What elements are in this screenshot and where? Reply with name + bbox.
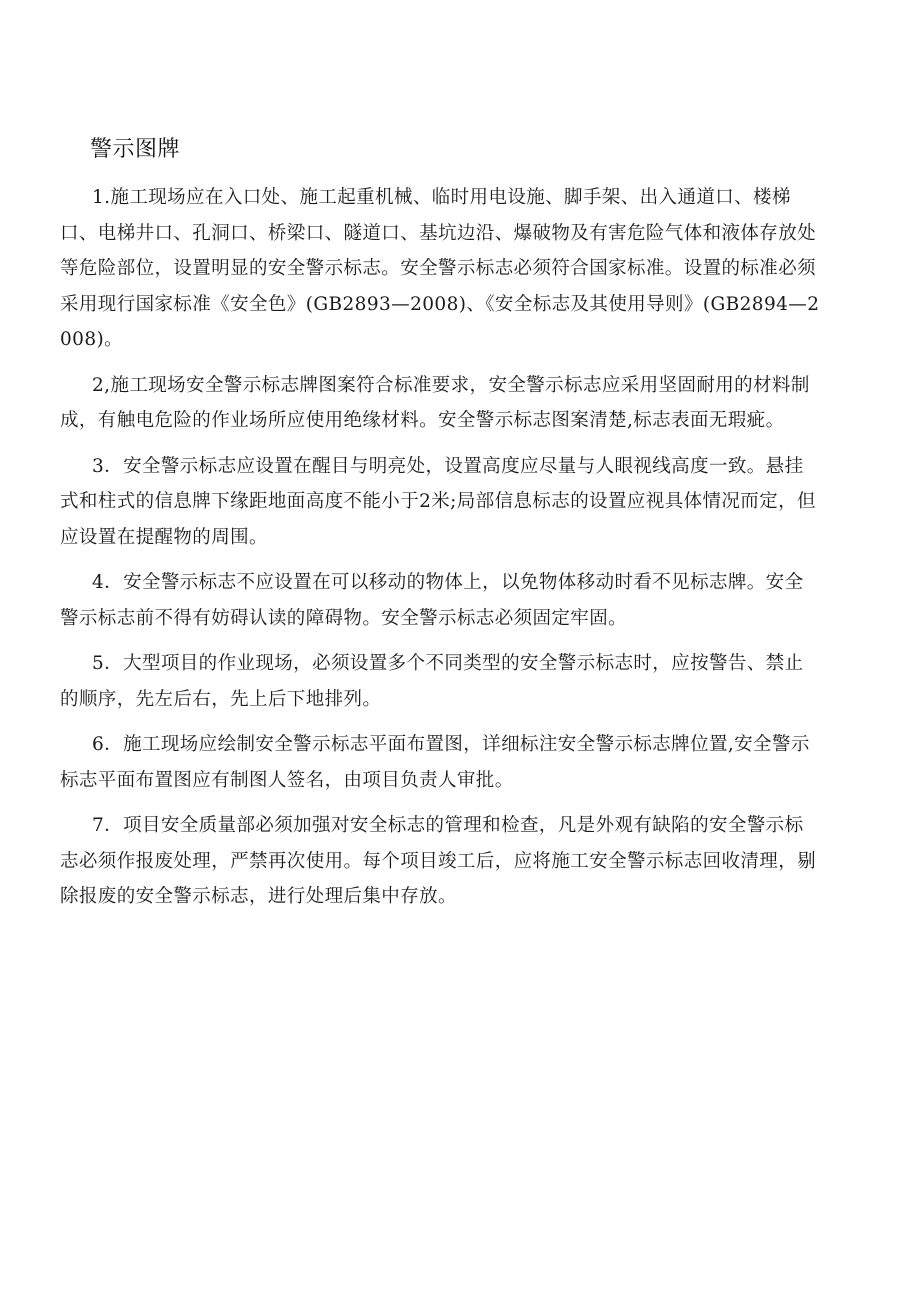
document-title: 警示图牌: [90, 137, 181, 162]
paragraph-5: 5．大型项目的作业现场，必须设置多个不同类型的安全警示标志时，应按警告、禁止的顺序，先左后右，先上后下地排列。: [60, 653, 804, 710]
paragraph-6: 6．施工现场应绘制安全警示标志平面布置图，详细标注安全警示标志牌位置,安全警示标志平面布置图应有制图人签名，由项目负责人审批。: [60, 734, 810, 791]
paragraph-1: 1.施工现场应在入口处、施工起重机械、临时用电设施、脚手架、出入通道口、楼梯口、电梯井口、孔洞口、桥梁口、隧道口、基坑边沿、爆破物及有害危险气体和液体存放处等危险部位，设置明显的安全警示标志。安全警示标志必须符合国家标准。设置的标准必须采用现行国家标准《安全色》(GB2893—2008)、《安全标志及其使用导则》(GB2894—2008)。: [60, 187, 820, 350]
paragraph-4: 4．安全警示标志不应设置在可以移动的物体上，以免物体移动时看不见标志牌。安全警示标志前不得有妨碍认读的障碍物。安全警示标志必须固定牢固。: [60, 572, 804, 629]
paragraph-3: 3．安全警示标志应设置在醒目与明亮处，设置高度应尽量与人眼视线高度一致。悬挂式和柱式的信息牌下缘距地面高度不能小于2米;局部信息标志的设置应视具体情况而定，但应设置在提醒物的周围。: [60, 455, 816, 548]
paragraph-7: 7．项目安全质量部必须加强对安全标志的管理和检查，凡是外观有缺陷的安全警示标志必须作报废处理，严禁再次使用。每个项目竣工后，应将施工安全警示标志回收清理，剔除报废的安全警示标志，进行处理后集中存放。: [60, 815, 817, 907]
paragraph-2: 2,施工现场安全警示标志牌图案符合标准要求，安全警示标志应采用坚固耐用的材料制成，有触电危险的作业场所应使用绝缘材料。安全警示标志图案清楚,标志表面无瑕疵。: [60, 374, 810, 431]
document-body: [60, 180, 822, 925]
